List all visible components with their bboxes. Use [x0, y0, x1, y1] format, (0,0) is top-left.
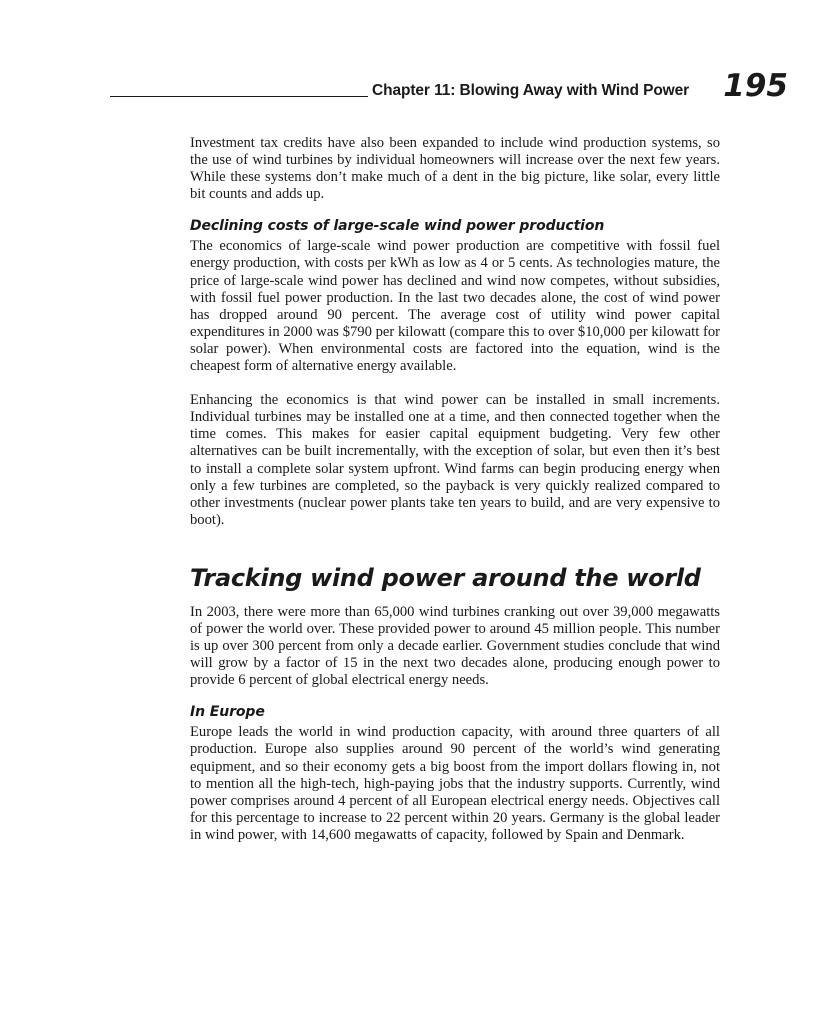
paragraph-gap — [190, 375, 720, 392]
declining-costs-paragraph-1: The economics of large-scale wind power production are competitive with fossil fuel energy production, with costs per kWh as low as 4 or 5 cents. As technologies mature, the price of large-scale wind power has declined and wind now competes, without subsidies, with fossil fuel power production. In the last two decades alone, the cost of wind power has dropped around 90 percent. The average cost of utility wind power capital expenditures in 2000 was $790 per kilowatt (compare this to over $10,000 per kilowatt for solar power). When environmental costs are factored into the equation, wind is the cheapest form of alternative energy available. — [190, 238, 720, 375]
page-number: 195 — [723, 68, 788, 104]
section-heading-tracking-wind-power: Tracking wind power around the world — [190, 563, 701, 592]
tracking-paragraph: In 2003, there were more than 65,000 wind turbines cranking out over 39,000 megawatts of power the world over. These provided power to around 45 million people. This number is up over 300 percent from only a decade earlier. Government studies conclude that wind will grow by a factor of 15 in the next two decades alone, producing enough power to provide 6 percent of global electrical energy needs. — [190, 603, 720, 689]
header-rule — [110, 96, 368, 97]
section-heading-declining-costs: Declining costs of large-scale wind power production — [190, 218, 605, 235]
section-heading-in-europe: In Europe — [190, 704, 265, 721]
declining-costs-paragraph-2: Enhancing the economics is that wind power can be installed in small increments. Individual turbines may be installed one at a time, and then connected together when the time comes. This makes for easier capital equipment budgeting. Very few other alternatives can be built incrementally, with the exception of solar, but even then it’s best to install a complete solar system upfront. Wind farms can begin producing energy when only a few turbines are completed, so the payback is very quickly realized compared to other investments (nuclear power plants take ten years to build, and are very expensive to boot). — [190, 392, 720, 528]
page-body — [190, 135, 720, 844]
europe-paragraph: Europe leads the world in wind production capacity, with around three quarters of all production. Europe also supplies around 90 percent of the world’s wind generating equipment, and so their economy gets a big boost from the import dollars flowing in, not to mention all the high-tech, high-paying jobs that the industry supports. Currently, wind power comprises around 4 percent of all European electrical energy needs. Objectives call for this percentage to increase to 22 percent within 20 years. Germany is the global leader in wind power, with 14,600 megawatts of capacity, followed by Spain and Denmark. — [190, 724, 720, 843]
chapter-title: Chapter 11: Blowing Away with Wind Power — [372, 82, 690, 99]
intro-paragraph: Investment tax credits have also been expanded to include wind production systems, so the use of wind turbines by individual homeowners will increase over the next few years. While these systems don’t make much of a dent in the big picture, like solar, every little bit counts and adds up. — [190, 135, 720, 203]
running-header — [110, 66, 792, 106]
